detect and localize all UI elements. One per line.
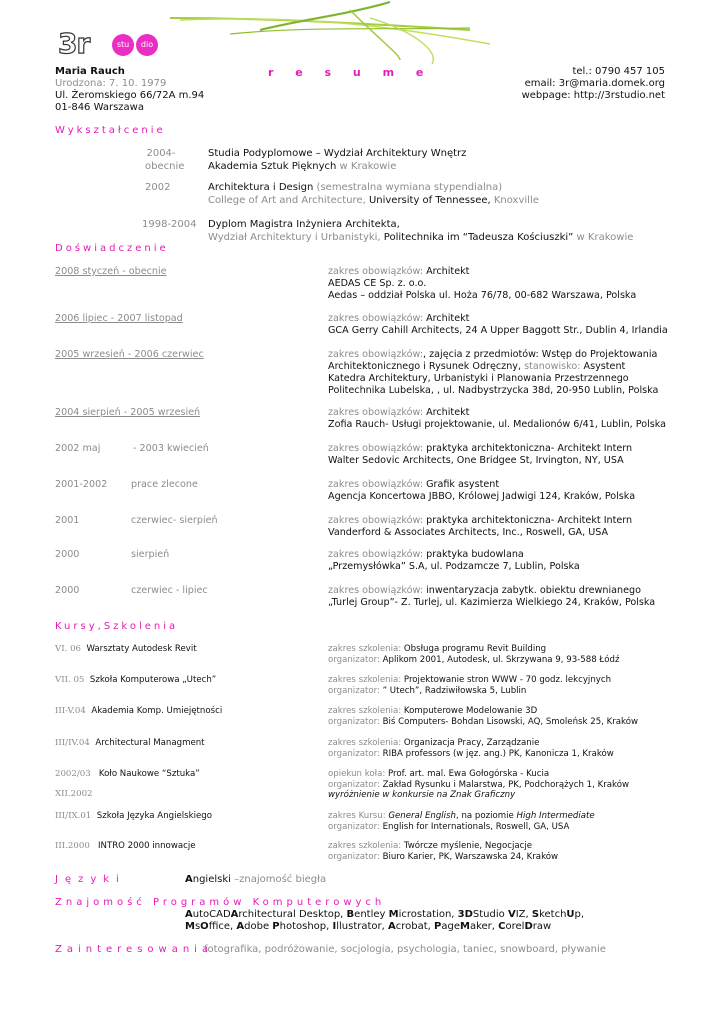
course-date-secondary: XII.2002 xyxy=(55,789,93,799)
software-name: llustrator, xyxy=(336,921,389,932)
course-name: III-V.04 Akademia Komp. Umiejętności xyxy=(55,706,223,716)
software-initial: A xyxy=(236,921,245,932)
course-name: VII. 05 Szkoła Komputerowa „Utech” xyxy=(55,675,217,685)
language-item: Angielski –znajomość biegła xyxy=(185,874,327,885)
email[interactable]: email: 3r@maria.domek.org xyxy=(524,78,665,89)
course-name: VI. 06 Warsztaty Autodesk Revit xyxy=(55,644,197,654)
section-heading-languages: Języki xyxy=(55,874,126,885)
software-name: utoCAD xyxy=(192,909,231,920)
phone: tel.: 0790 457 105 xyxy=(572,66,665,77)
exp-date: 2006 lipiec - 2007 listopad xyxy=(55,313,183,324)
software-initial: M xyxy=(388,909,399,920)
birth-date: Urodzona: 7. 10. 1979 xyxy=(55,78,167,89)
exp-date: 2000 xyxy=(55,549,80,560)
exp-detail: zakres obowiązków: Architekt GCA Gerry Cahill Architects, 24 A Upper Baggott Str., Dublin 4, Irlandia xyxy=(328,313,668,336)
exp-date: 2001-2002 xyxy=(55,479,108,490)
course-name: III.2000 INTRO 2000 innowacje xyxy=(55,841,196,851)
software-initial: A xyxy=(388,921,396,932)
resume-title: r e s u m e xyxy=(268,66,433,79)
exp-detail: zakres obowiązków: Architekt Zofia Rauch- Usługi projektowanie, ul. Medalionów 6/41, Lublin, Polska xyxy=(328,407,667,430)
exp-date-range: - 2003 kwiecień xyxy=(133,443,209,454)
exp-date: 2008 styczeń - obecnie xyxy=(55,266,167,277)
course-detail: zakres szkolenia: Komputerowe Modelowanie 3D organizator: Biś Computers- Bohdan Lisowski, AQ, Smoleńsk 25, Kraków xyxy=(328,706,639,727)
section-heading-courses: Kursy,Szkolenia xyxy=(55,621,179,632)
exp-date-range: prace zlecone xyxy=(131,479,198,490)
software-name: aker, xyxy=(469,921,499,932)
exp-date-range: sierpień xyxy=(131,549,170,560)
software-name: hotoshop, xyxy=(279,921,333,932)
software-name: p, xyxy=(574,909,585,920)
software-name: entley xyxy=(354,909,389,920)
logo-dot-dio: dio xyxy=(136,34,158,56)
exp-date-range: czerwiec - lipiec xyxy=(131,585,208,596)
exp-detail: zakres obowiązków: praktyka architektoniczna- Architekt Intern Walter Sedovic Architects, One Bridgee St, Irvington, NY, USA xyxy=(328,443,633,466)
section-heading-education: Wykształcenie xyxy=(55,125,166,136)
software-initial: A xyxy=(230,909,239,920)
logo-dot-stu: stu xyxy=(112,34,134,56)
section-heading-interests: Zainteresowania xyxy=(55,944,214,955)
edu-item: Dyplom Magistra Inżyniera Architekta, Wydział Architektury i Urbanistyki, Politechnika im “Tadeusza Kościuszki” w Krakowie xyxy=(208,219,634,243)
software-initial: D xyxy=(524,921,533,932)
exp-date: 2004 sierpień - 2005 wrzesień xyxy=(55,407,201,418)
software-initial: I xyxy=(332,921,337,932)
software-initial: C xyxy=(498,921,506,932)
software-name: age xyxy=(441,921,461,932)
software-initial: S xyxy=(531,909,540,920)
software-initial: M xyxy=(185,921,195,932)
course-detail: zakres szkolenia: Obsługa programu Revit Building organizator: Aplikom 2001, Autodesk, ul. Skrzywana 9, 93-588 Łódź xyxy=(328,644,620,665)
software-name: rchitectural Desktop, xyxy=(238,909,347,920)
software-initial: B xyxy=(346,909,355,920)
software-name: IZ, xyxy=(515,909,532,920)
software-initial: A xyxy=(185,909,193,920)
section-heading-software: Znajomość Programów Komputerowych xyxy=(55,897,386,908)
webpage[interactable]: webpage: http://3rstudio.net xyxy=(521,90,665,101)
course-detail: zakres szkolenia: Organizacja Pracy, Zarządzanie organizator: RIBA professors (w jęz. ang.) PK, Kanonicza 1, Kraków xyxy=(328,738,614,759)
course-name: III/IV.04 Architectural Managment xyxy=(55,738,205,748)
software-name: icrostation, xyxy=(398,909,458,920)
edu-date: 2004- obecnie xyxy=(145,148,185,172)
software-name: ffice, xyxy=(208,921,237,932)
edu-date: 2002 xyxy=(145,182,171,193)
exp-date: 2000 xyxy=(55,585,80,596)
software-name: ketch xyxy=(539,909,567,920)
edu-item: Studia Podyplomowe – Wydział Architektury Wnętrz Akademia Sztuk Pięknych w Krakowie xyxy=(208,148,467,172)
edu-date: 1998-2004 xyxy=(142,219,197,230)
address-city: 01-846 Warszawa xyxy=(55,102,144,113)
software-name: orel xyxy=(505,921,525,932)
interests-text: fotografika, podróżowanie, socjologia, psychologia, taniec, snowboard, pływanie xyxy=(204,944,606,955)
course-detail: zakres szkolenia: Projektowanie stron WWW - 70 godz. lekcyjnych organizator: ” Utech”, Radziwiłowska 5, Lublin xyxy=(328,675,612,696)
software-name: dobe xyxy=(244,921,273,932)
software-name: crobat, xyxy=(395,921,435,932)
exp-detail: zakres obowiązków: Grafik asystent Agencja Koncertowa JBBO, Królowej Jadwigi 124, Kraków, Polska xyxy=(328,479,636,502)
course-name: III/IX.01 Szkoła Języka Angielskiego xyxy=(55,811,212,821)
exp-detail: zakres obowiązków: Architekt AEDAS CE Sp. z. o.o. Aedas – oddział Polska ul. Hoża 76/78, 00-682 Warszawa, Polska xyxy=(328,266,637,301)
software-initial: 3D xyxy=(457,909,473,920)
software-initial: P xyxy=(272,921,280,932)
software-initial: V xyxy=(507,909,516,920)
software-name: s xyxy=(194,921,201,932)
course-detail: opiekun koła: Prof. art. mal. Ewa Gołogórska - Kucia organizator: Zakład Rysunku i Malarstwa, PK, Podchorążych 1, Kraków wyróżnienie w konkursie na Znak Graficzny xyxy=(328,769,629,801)
section-heading-experience: Doświadczenie xyxy=(55,243,169,254)
software-name: Studio xyxy=(472,909,508,920)
course-detail: zakres Kursu: General English, na poziomie High Intermediate organizator: English for Internationals, Roswell, GA, USA xyxy=(328,811,595,832)
exp-detail: zakres obowiązków:, zajęcia z przedmiotów: Wstęp do Projektowania Architektonicznego i Rysunek Odręczny, stanowisko: Asystent Katedra Architektury, Urbanistyki i Planowania Przestrzennego Politechnika Lubelska, , ul. Nadbystrzycka 38d, 20-950 Lublin, Polska xyxy=(328,349,659,396)
exp-date: 2005 wrzesień - 2006 czerwiec xyxy=(55,349,204,360)
exp-date-range: czerwiec- sierpień xyxy=(131,515,218,526)
software-initial: M xyxy=(460,921,470,932)
software-initial: U xyxy=(566,909,575,920)
exp-detail: zakres obowiązków: praktyka architektoniczna- Architekt Intern Vanderford & Associates Architects, Inc., Roswell, GA, USA xyxy=(328,515,633,538)
software-name: raw xyxy=(532,921,552,932)
software-line-2 xyxy=(185,921,551,934)
software-initial: O xyxy=(200,921,209,932)
grass-decoration xyxy=(170,0,500,68)
exp-detail: zakres obowiązków: inwentaryzacja zabytk. obiektu drewnianego „Turlej Group”- Z. Turlej, ul. Kazimierza Wielkiego 24, Kraków, Polska xyxy=(328,585,656,608)
exp-date: 2001 xyxy=(55,515,80,526)
address-street: Ul. Żeromskiego 66/72A m.94 xyxy=(55,90,205,101)
exp-date: 2002 maj xyxy=(55,443,101,454)
person-name: Maria Rauch xyxy=(55,66,125,77)
exp-detail: zakres obowiązków: praktyka budowlana „Przemysłówka” S.A, ul. Podzamcze 7, Lublin, Polska xyxy=(328,549,580,572)
logo-mark: 3r xyxy=(58,27,90,60)
course-name: 2002/03 Koło Naukowe “Sztuka” xyxy=(55,769,200,779)
course-detail: zakres szkolenia: Twórcze myślenie, Negocjacje organizator: Biuro Karier, PK, Warszawska 24, Kraków xyxy=(328,841,559,862)
edu-item: Architektura i Design (semestralna wymiana stypendialna) College of Art and Architecture, University of Tennessee, Knoxville xyxy=(208,182,539,206)
software-initial: P xyxy=(434,921,442,932)
software-line-1 xyxy=(185,909,584,922)
